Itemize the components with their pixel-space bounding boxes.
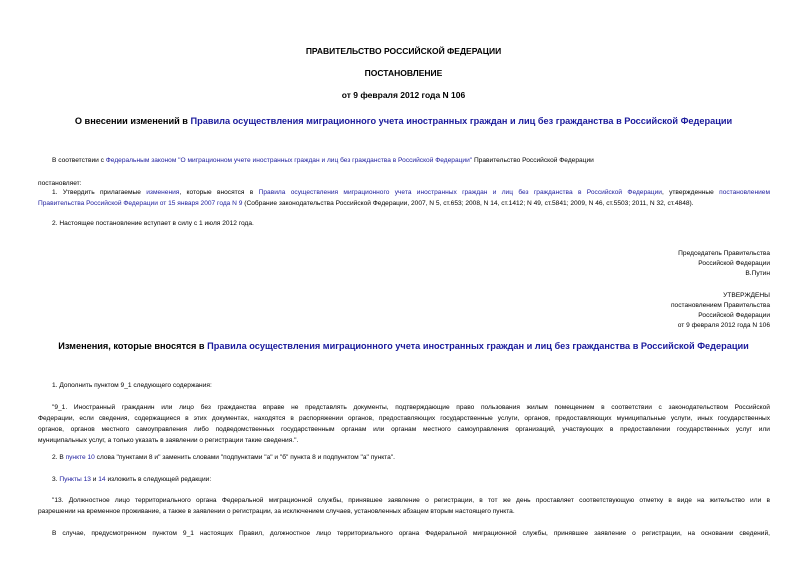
change-3-mid: и: [90, 476, 99, 483]
change-3-text-b: изложить в следующей редакции:: [105, 476, 212, 483]
quote-9-1-line-4: муниципальных услуг, а только указать в заявлении о регистрации такие сведения.".: [38, 437, 299, 444]
changes-title: [0, 341, 807, 351]
approved-block: [671, 291, 770, 331]
rules-link-3[interactable]: Правила осуществления миграционного учета иностранных граждан и лиц без гражданства в Российской Федерации: [207, 341, 749, 351]
item-1-text-d: (Собрание законодательства Российской Федерации, 2007, N 5, ст.653; 2008, N 14, ст.1412; N 49, ст.5841; 2009, N 46, ст.5503; 2011, N 32, ст.4848).: [242, 200, 694, 207]
change-2: [52, 452, 395, 463]
item-1-text-a: 1. Утвердить прилагаемые: [52, 189, 147, 196]
resolution-link-a[interactable]: постановлением: [719, 189, 770, 196]
government-heading: ПРАВИТЕЛЬСТВО РОССИЙСКОЙ ФЕДЕРАЦИИ: [305, 46, 502, 56]
change-1: 1. Дополнить пунктом 9_1 следующего содержания:: [52, 382, 212, 389]
preamble-prefix: В соответствии с: [52, 157, 106, 164]
signature-line-3: В.Путин: [745, 270, 770, 277]
resolution-link-b[interactable]: Правительства Российской Федерации от 15 января 2007 года N 9: [38, 200, 243, 207]
changes-link[interactable]: изменения: [146, 189, 180, 196]
document-title: [0, 116, 807, 126]
item-2: 2. Настоящее постановление вступает в силу с 1 июля 2012 года.: [52, 220, 254, 227]
quote-9-1-line-2: Федерации, если сведения, содержащиеся в этих документах, находятся в распоряжении органов, предоставляющих государственные услуги, органов, предоставляющих муниципальные услуги, иных государственных: [38, 415, 770, 422]
changes-title-prefix: Изменения, которые вносятся в: [58, 341, 208, 351]
signature-line-1: Председатель Правительства: [678, 250, 770, 257]
quote-13-line-1: "13. Должностное лицо территориального органа Федеральной миграционной службы, принявшее заявление о регистрации, в тот же день проставляет соответствующую отметку в виде на жительство или в: [52, 497, 770, 504]
signature-block: [678, 249, 770, 279]
preamble: [52, 155, 770, 166]
rules-link-2[interactable]: Правила осуществления миграционного учета иностранных граждан и лиц без гражданства в Российской Федерации: [258, 189, 662, 196]
approved-line-4: от 9 февраля 2012 года N 106: [677, 322, 770, 329]
quote-9-1: [38, 402, 770, 446]
change-3-number: 3.: [52, 476, 60, 483]
points-13-link[interactable]: Пункты 13: [59, 476, 91, 483]
point-10-link[interactable]: пункте 10: [65, 454, 95, 461]
date-number-heading: от 9 февраля 2012 года N 106: [341, 90, 466, 100]
doc-type-heading: ПОСТАНОВЛЕНИЕ: [364, 68, 443, 78]
points-14-link[interactable]: 14: [98, 476, 106, 483]
signature-line-2: Российской Федерации: [698, 260, 770, 267]
rules-link[interactable]: Правила осуществления миграционного учета иностранных граждан и лиц без гражданства в Российской Федерации: [190, 116, 733, 126]
change-3: [52, 474, 211, 485]
quote-13-paragraph-2: [38, 528, 770, 539]
item-1: [38, 187, 770, 209]
quote-9-1-line-1: "9_1. Иностранный гражданин или лицо без гражданства вправе не представлять документы, подтверждающие право пользования жилым помещением в соответствии с законодательством Российской: [52, 404, 770, 411]
quote-13-line-2: разрешении на временное проживание, а также в заявлении о регистрации, за исключением случаев, установленных абзацем вторым настоящего пункта.: [38, 508, 515, 515]
quote-13-paragraph-2-line-1: В случае, предусмотренном пунктом 9_1 настоящих Правил, должностное лицо территориального органа Федеральной миграционной службы, принявшее заявление о регистрации, на основании сведений,: [52, 530, 770, 537]
quote-9-1-line-3: органов, органов местного самоуправления либо подведомственных государственным органам или органам местного самоуправления организаций, участвующих в предоставлении государственных услуг или: [38, 426, 770, 433]
quote-13: [38, 495, 770, 517]
approved-line-1: УТВЕРЖДЕНЫ: [723, 292, 770, 299]
approved-line-3: Российской Федерации: [698, 312, 770, 319]
item-1-text-c: , утвержденные: [661, 189, 720, 196]
item-1-text-b: , которые вносятся в: [179, 189, 259, 196]
federal-law-link[interactable]: Федеральным законом "О миграционном учете иностранных граждан и лиц без гражданства в Российской Федерации": [105, 157, 473, 164]
approved-line-2: постановлением Правительства: [670, 302, 770, 309]
preamble-suffix: Правительство Российской Федерации: [472, 157, 594, 164]
document-title-prefix: О внесении изменений в: [74, 116, 191, 126]
decides-label: постановляет:: [38, 180, 82, 187]
change-2-text-b: слова "пунктами 8 и" заменить словами "подпунктами "а" и "б" пункта 8 и подпунктом "а" пункта".: [94, 454, 395, 461]
change-2-text-a: 2. В: [52, 454, 66, 461]
